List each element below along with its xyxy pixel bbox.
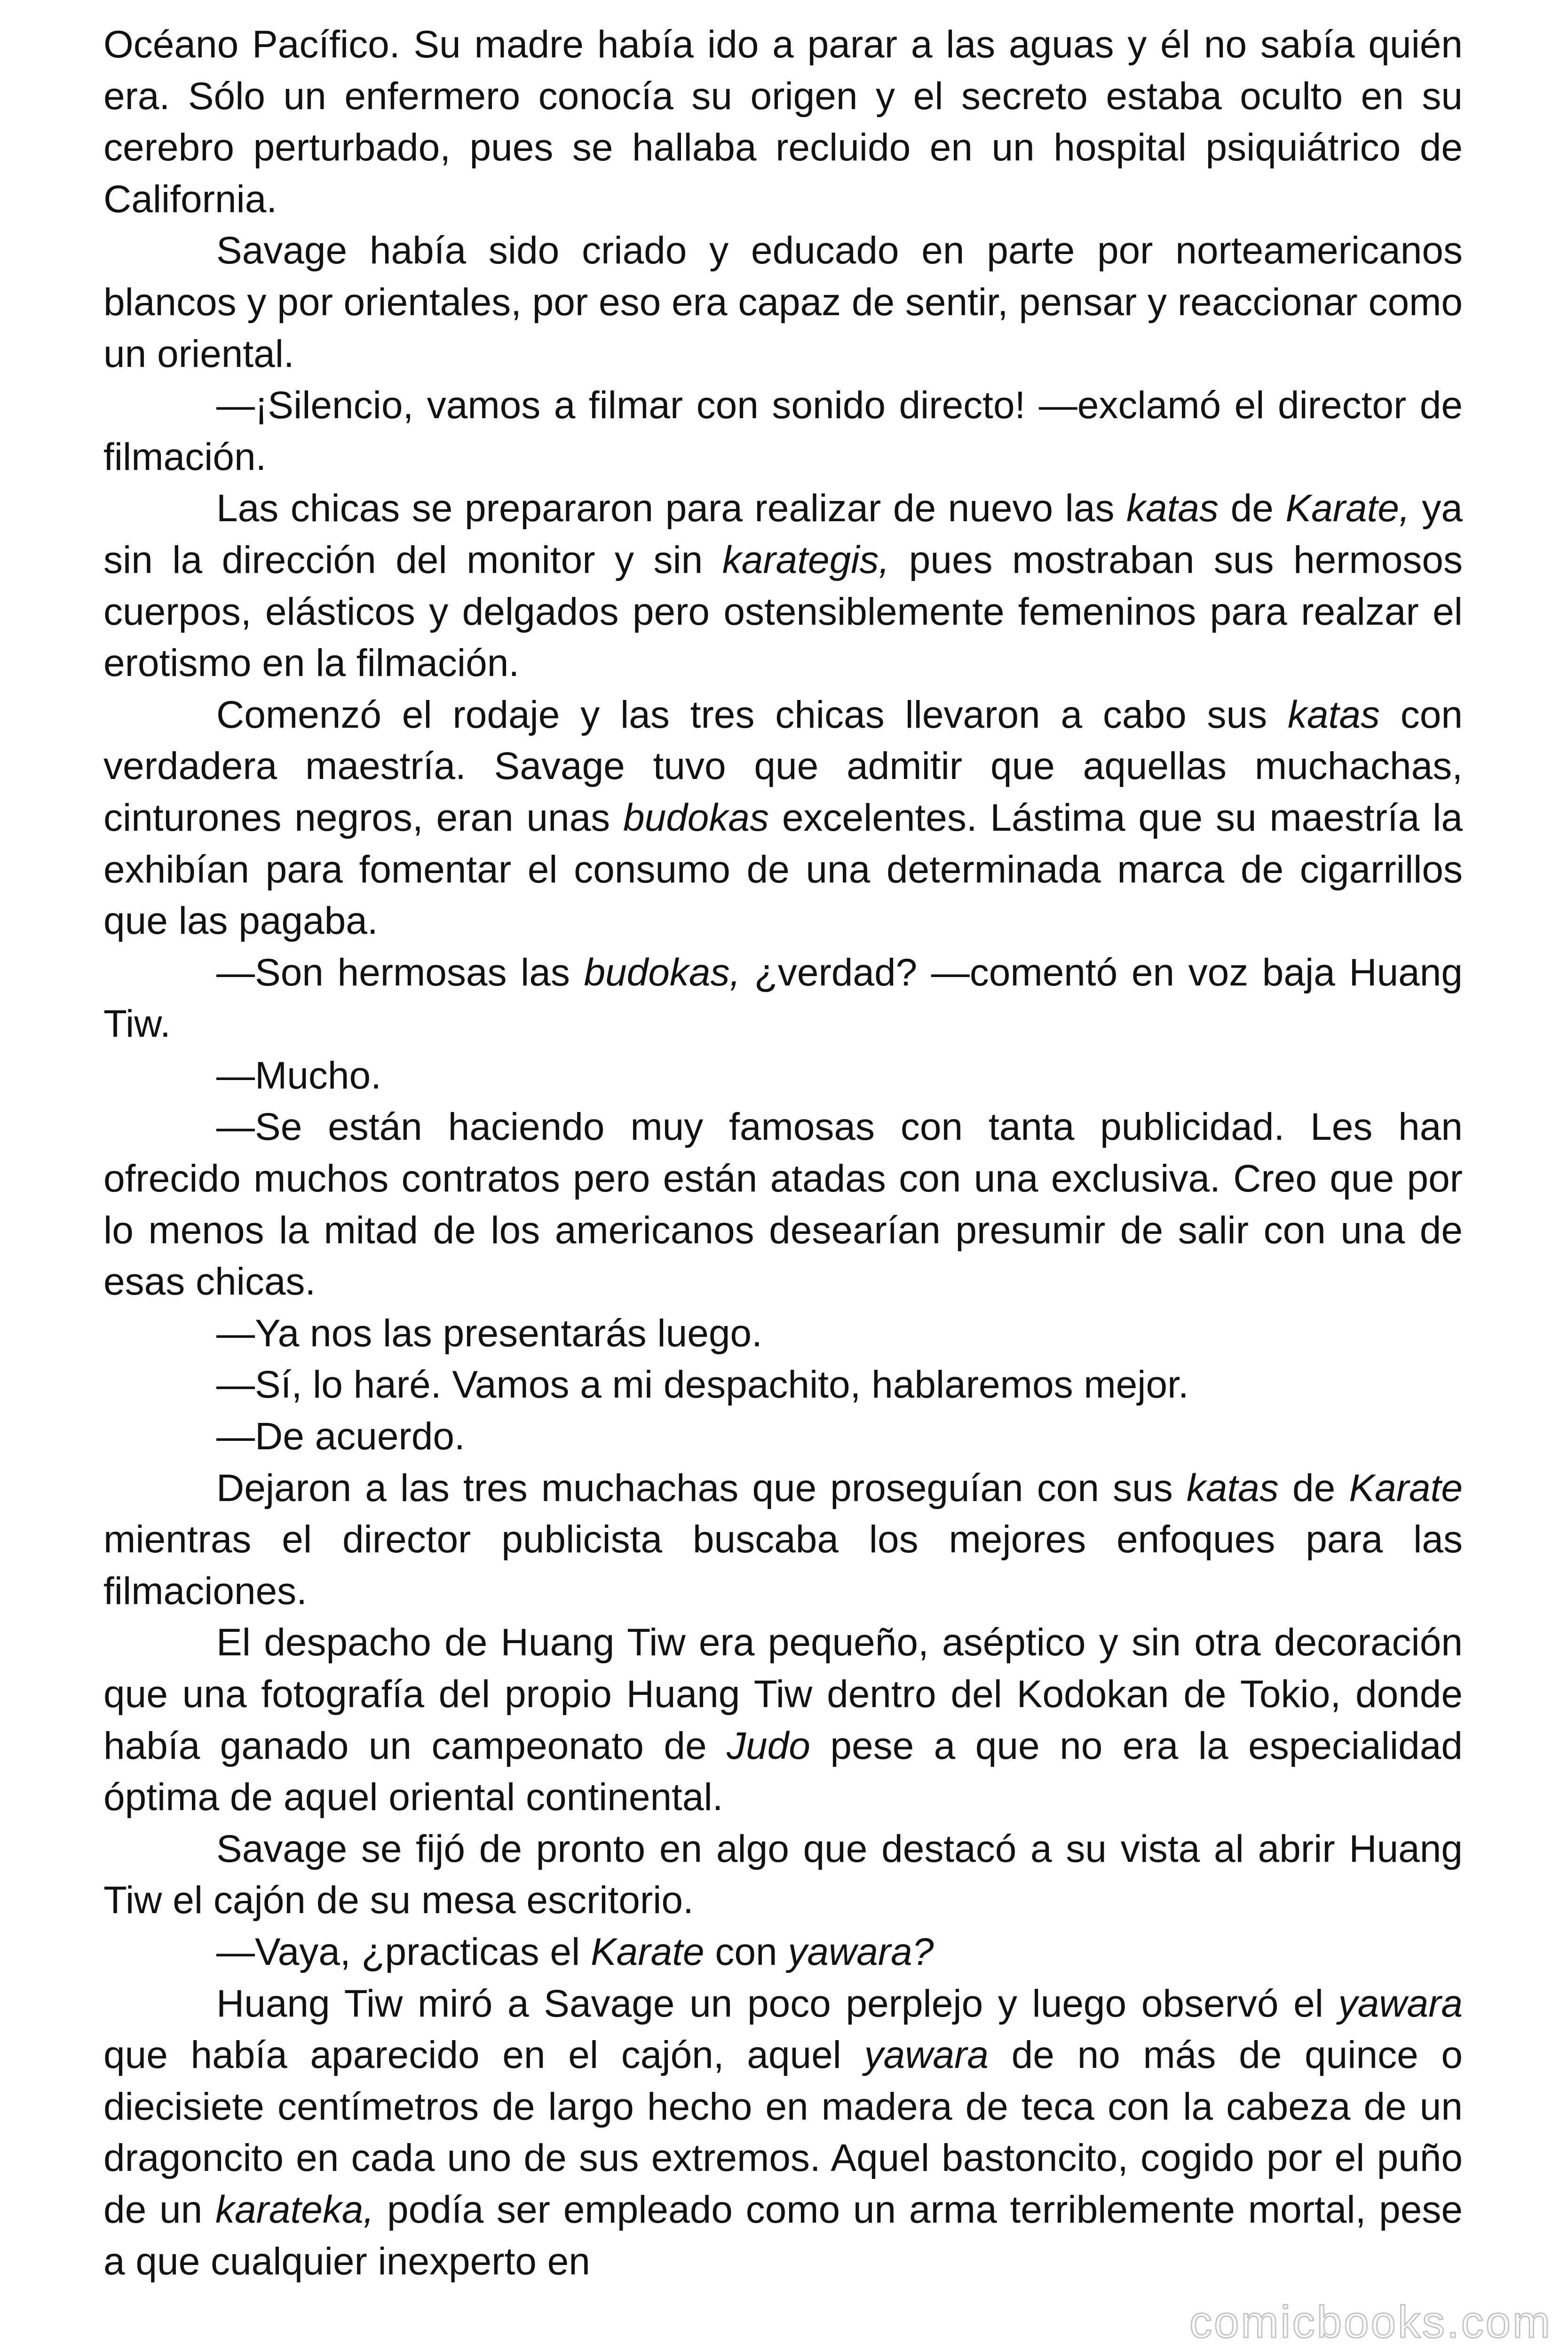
text-run: que había aparecido en el cajón, aquel [103,2034,864,2077]
text-run: Las chicas se prepararon para realizar de nuevo las [216,487,1127,530]
italic-term: Karate [590,1930,705,1973]
text-run: El despacho de Huang Tiw era pequeño, aséptico y sin otra decoración que una fotografía del propio Huang Tiw dentro del Kodokan de Tokio, donde había ganado un campeonato de [103,1621,1463,1767]
italic-term: Judo [727,1724,810,1767]
paragraph [103,1101,1463,1307]
paragraph [103,1462,1463,1617]
text-run: —Ya nos las presentarás luego. [216,1311,762,1355]
text-run: pues mostraban sus hermosos cuerpos, elásticos y delgados pero ostensiblemente femeninos para realzar el erotismo en la filmación. [103,538,1463,685]
paragraph [103,1411,1463,1462]
text-run: —Mucho. [216,1054,381,1097]
text-run: pese a que no era la especialidad óptima de aquel oriental continental. [103,1724,1463,1819]
text-run: ya sin la dirección del monitor y sin [103,487,1463,581]
paragraph [103,225,1463,380]
text-run: —Vaya, ¿practicas el [216,1930,591,1973]
paragraph [103,1978,1463,2288]
text-run: de no más de quince o diecisiete centímetros de largo hecho en madera de teca con la cabeza de un dragoncito en cada uno de sus extremos. Aquel bastoncito, cogido por el puño de un [103,2034,1463,2231]
text-run: ¿verdad? —comentó en voz baja Huang Tiw. [103,951,1463,1046]
paragraph [103,483,1463,689]
text-run: con verdadera maestría. Savage tuvo que admitir que aquellas muchachas, cinturones negros, eran unas [103,693,1463,839]
paragraph [103,1823,1463,1926]
watermark: comicbooks.com [1189,2297,1552,2347]
text-run: Océano Pacífico. Su madre había ido a parar a las aguas y él no sabía quién era. Sólo un enfermero conocía su origen y el secreto estaba oculto en su cerebro perturbado, pues se hallaba recluido en un hospital psiquiátrico de California. [103,23,1463,221]
italic-term: katas [1126,487,1219,530]
text-run: Dejaron a las tres muchachas que proseguían con sus [216,1466,1187,1510]
text-run: —¡Silencio, vamos a filmar con sonido directo! —exclamó el director de filmación. [103,384,1463,478]
text-run: de [1278,1466,1349,1510]
paragraph [103,1050,1463,1102]
paragraph [103,1308,1463,1359]
text-run: excelentes. Lástima que su maestría la exhibían para fomentar el consumo de una determinada marca de cigarrillos que las pagaba. [103,796,1463,943]
paragraph [103,1359,1463,1411]
text-run: podía ser empleado como un arma terriblemente mortal, pese a que cualquier inexperto en [103,2188,1463,2283]
text-run: —Son hermosas las [216,951,584,994]
text-run: con [704,1930,788,1973]
body-text [103,19,1463,2287]
italic-term: katas [1186,1466,1279,1510]
italic-term: yawara? [788,1930,934,1973]
text-run: Savage se fijó de pronto en algo que destacó a su vista al abrir Huang Tiw el cajón de su mesa escritorio. [103,1827,1463,1922]
text-run: Comenzó el rodaje y las tres chicas llevaron a cabo sus [216,693,1288,736]
paragraph [103,1926,1463,1978]
text-run: —Se están haciendo muy famosas con tanta publicidad. Les han ofrecido muchos contratos pero están atadas con una exclusiva. Creo que por lo menos la mitad de los americanos desearían presumir de salir con una de esas chicas. [103,1105,1463,1303]
italic-term: yawara [1338,1982,1463,2025]
italic-term: katas [1287,693,1380,736]
text-run: —Sí, lo haré. Vamos a mi despachito, hablaremos mejor. [216,1363,1189,1406]
paragraph [103,380,1463,483]
text-run: —De acuerdo. [216,1415,465,1458]
italic-term: yawara [864,2034,989,2077]
text-run: de [1219,487,1286,530]
paragraph [103,947,1463,1050]
italic-term: Karate [1349,1466,1463,1510]
italic-term: karateka, [215,2188,374,2231]
italic-term: budokas, [584,951,741,994]
paragraph [103,1617,1463,1823]
italic-term: budokas [623,796,769,839]
italic-term: karategis, [722,538,890,581]
paragraph [103,19,1463,225]
text-run: Huang Tiw miró a Savage un poco perplejo y luego observó el [216,1982,1338,2025]
text-run: Savage había sido criado y educado en parte por norteamericanos blancos y por orientales, por eso era capaz de sentir, pensar y reaccionar como un oriental. [103,229,1463,375]
italic-term: Karate, [1285,487,1410,530]
paragraph [103,689,1463,947]
text-run: mientras el director publicista buscaba los mejores enfoques para las filmaciones. [103,1518,1463,1613]
